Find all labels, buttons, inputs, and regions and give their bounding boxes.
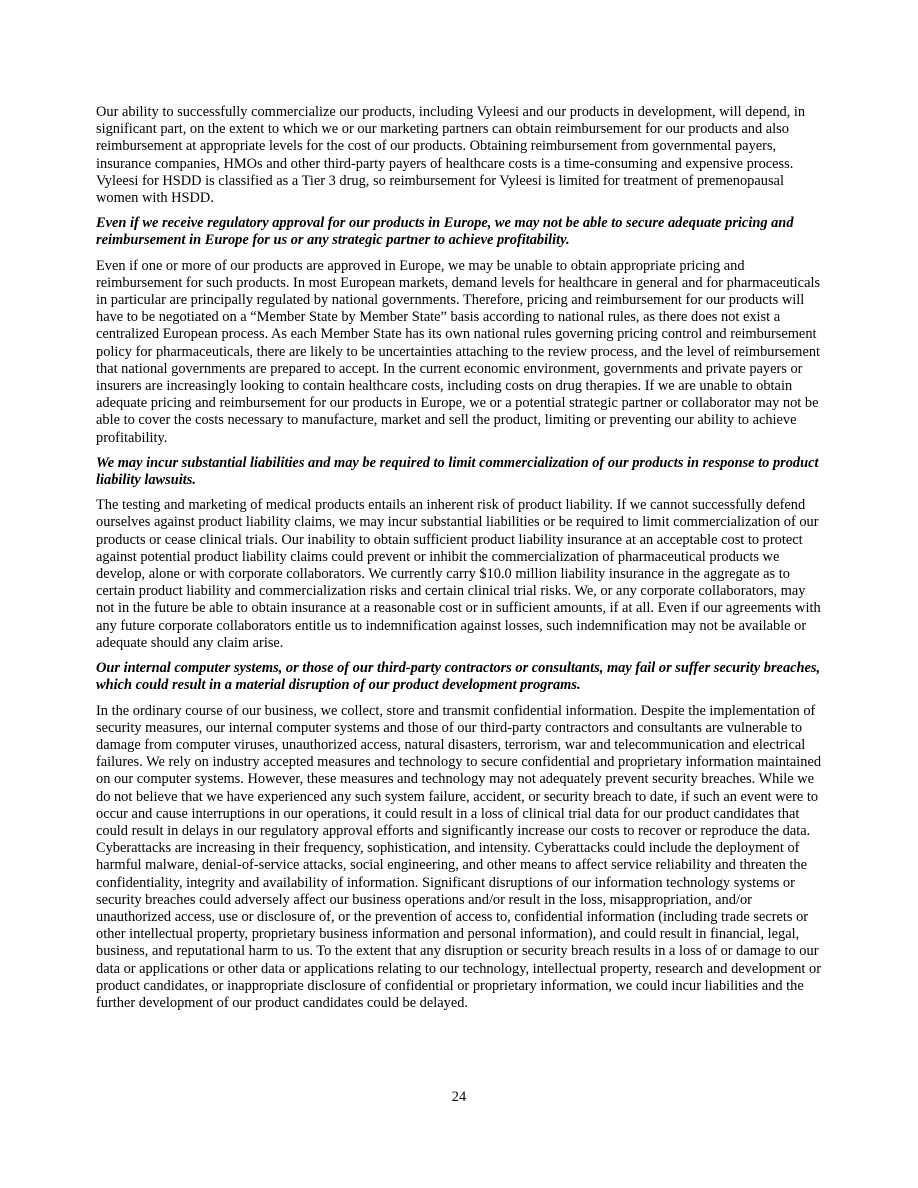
computer-systems-paragraph: In the ordinary course of our business, we collect, store and transmit confidential information. Despite the implementation of security measures, our internal computer systems and those of our third-party contractors and consultants are vulnerable to damage from computer viruses, unauthorized access, natural disasters, terrorism, war and telecommunication and electrical failures. We rely on industry accepted measures and technology to secure confidential and proprietary information maintained on our computer systems. However, these measures and technology may not adequately prevent security breaches. While we do not believe that we have experienced any such system failure, accident, or security breach to date, if such an event were to occur and cause interruptions in our operations, it could result in a loss of clinical trial data for our product candidates that could result in delays in our regulatory approval efforts and significantly increase our costs to recover or reproduce the data. Cyberattacks are increasing in their frequency, sophistication, and intensity. Cyberattacks could include the deployment of harmful malware, denial-of-service attacks, social engineering, and other means to affect service reliability and threaten the confidentiality, integrity and availability of information. Significant disruptions of our information technology systems or security breaches could adversely affect our business operations and/or result in the loss, misappropriation, and/or unauthorized access, use or disclosure of, or the prevention of access to, confidential information (including trade secrets or other intellectual property, proprietary business information and personal information), and could result in financial, legal, business, and reputational harm to us. To the extent that any disruption or security breach results in a loss of or damage to our data or applications or other data or applications relating to our technology, intellectual property, research and development or product candidates, or inappropriate disclosure of confidential or proprietary information, we could incur liabilities and the further development of our product candidates could be delayed. [96, 702, 822, 1011]
computer-systems-heading: Our internal computer systems, or those of our third-party contractors or consultants, may fail or suffer security breaches, which could result in a material disruption of our product development programs. [96, 660, 821, 694]
europe-pricing-heading: Even if we receive regulatory approval for our products in Europe, we may not be able to secure adequate pricing and reimbursement in Europe for us or any strategic partner to achieve profitability. [96, 215, 794, 249]
product-liability-heading: We may incur substantial liabilities and may be required to limit commercialization of our products in response to product liability lawsuits. [96, 454, 819, 489]
page-body [96, 104, 824, 1020]
product-liability-paragraph: The testing and marketing of medical products entails an inherent risk of product liability. If we cannot successfully defend ourselves against product liability claims, we may incur substantial liabilities or be required to limit commercialization of our products or cease clinical trials. Our inability to obtain sufficient product liability insurance at an acceptable cost to protect against potential product liability claims could prevent or inhibit the commercialization of pharmaceutical products we develop, alone or with corporate collaborators. We currently carry $10.0 million liability insurance in the aggregate as to certain product liability and commercialization risks and certain clinical trial risks. We, or any corporate collaborators, may not in the future be able to obtain insurance at a reasonable cost or in sufficient amounts, if at all. Even if our agreements with any future corporate collaborators entitle us to indemnification against losses, such indemnification may not be available or adequate should any claim arise. [96, 497, 821, 651]
reimbursement-paragraph: Our ability to successfully commercialize our products, including Vyleesi and our products in development, will depend, in significant part, on the extent to which we or our marketing partners can obtain reimbursement for our products and also reimbursement at appropriate levels for the cost of our products. Obtaining reimbursement from governmental payers, insurance companies, HMOs and other third-party payers of healthcare costs is a time-consuming and expensive process. Vyleesi for HSDD is classified as a Tier 3 drug, so reimbursement for Vyleesi is limited for treatment of premenopausal women with HSDD. [96, 104, 806, 207]
page-number: 24 [451, 1089, 467, 1105]
europe-pricing-paragraph: Even if one or more of our products are approved in Europe, we may be unable to obtain appropriate pricing and reimbursement for such products. In most European markets, demand levels for healthcare in general and for pharmaceuticals in particular are principally regulated by national governments. Therefore, pricing and reimbursement for our products will have to be negotiated on a “Member State by Member State” basis according to national rules, as there does not exist a centralized European process. As each Member State has its own national rules governing pricing control and reimbursement policy for pharmaceuticals, there are likely to be uncertainties attaching to the review process, and the level of reimbursement that national governments are prepared to accept. In the current economic environment, governments and private payers or insurers are increasingly looking to contain healthcare costs, including costs on drug therapies. If we are unable to obtain adequate pricing and reimbursement for our products in Europe, we or a potential strategic partner or collaborator may not be able to cover the costs necessary to manufacture, market and sell the product, limiting or preventing our ability to achieve profitability. [96, 257, 821, 446]
